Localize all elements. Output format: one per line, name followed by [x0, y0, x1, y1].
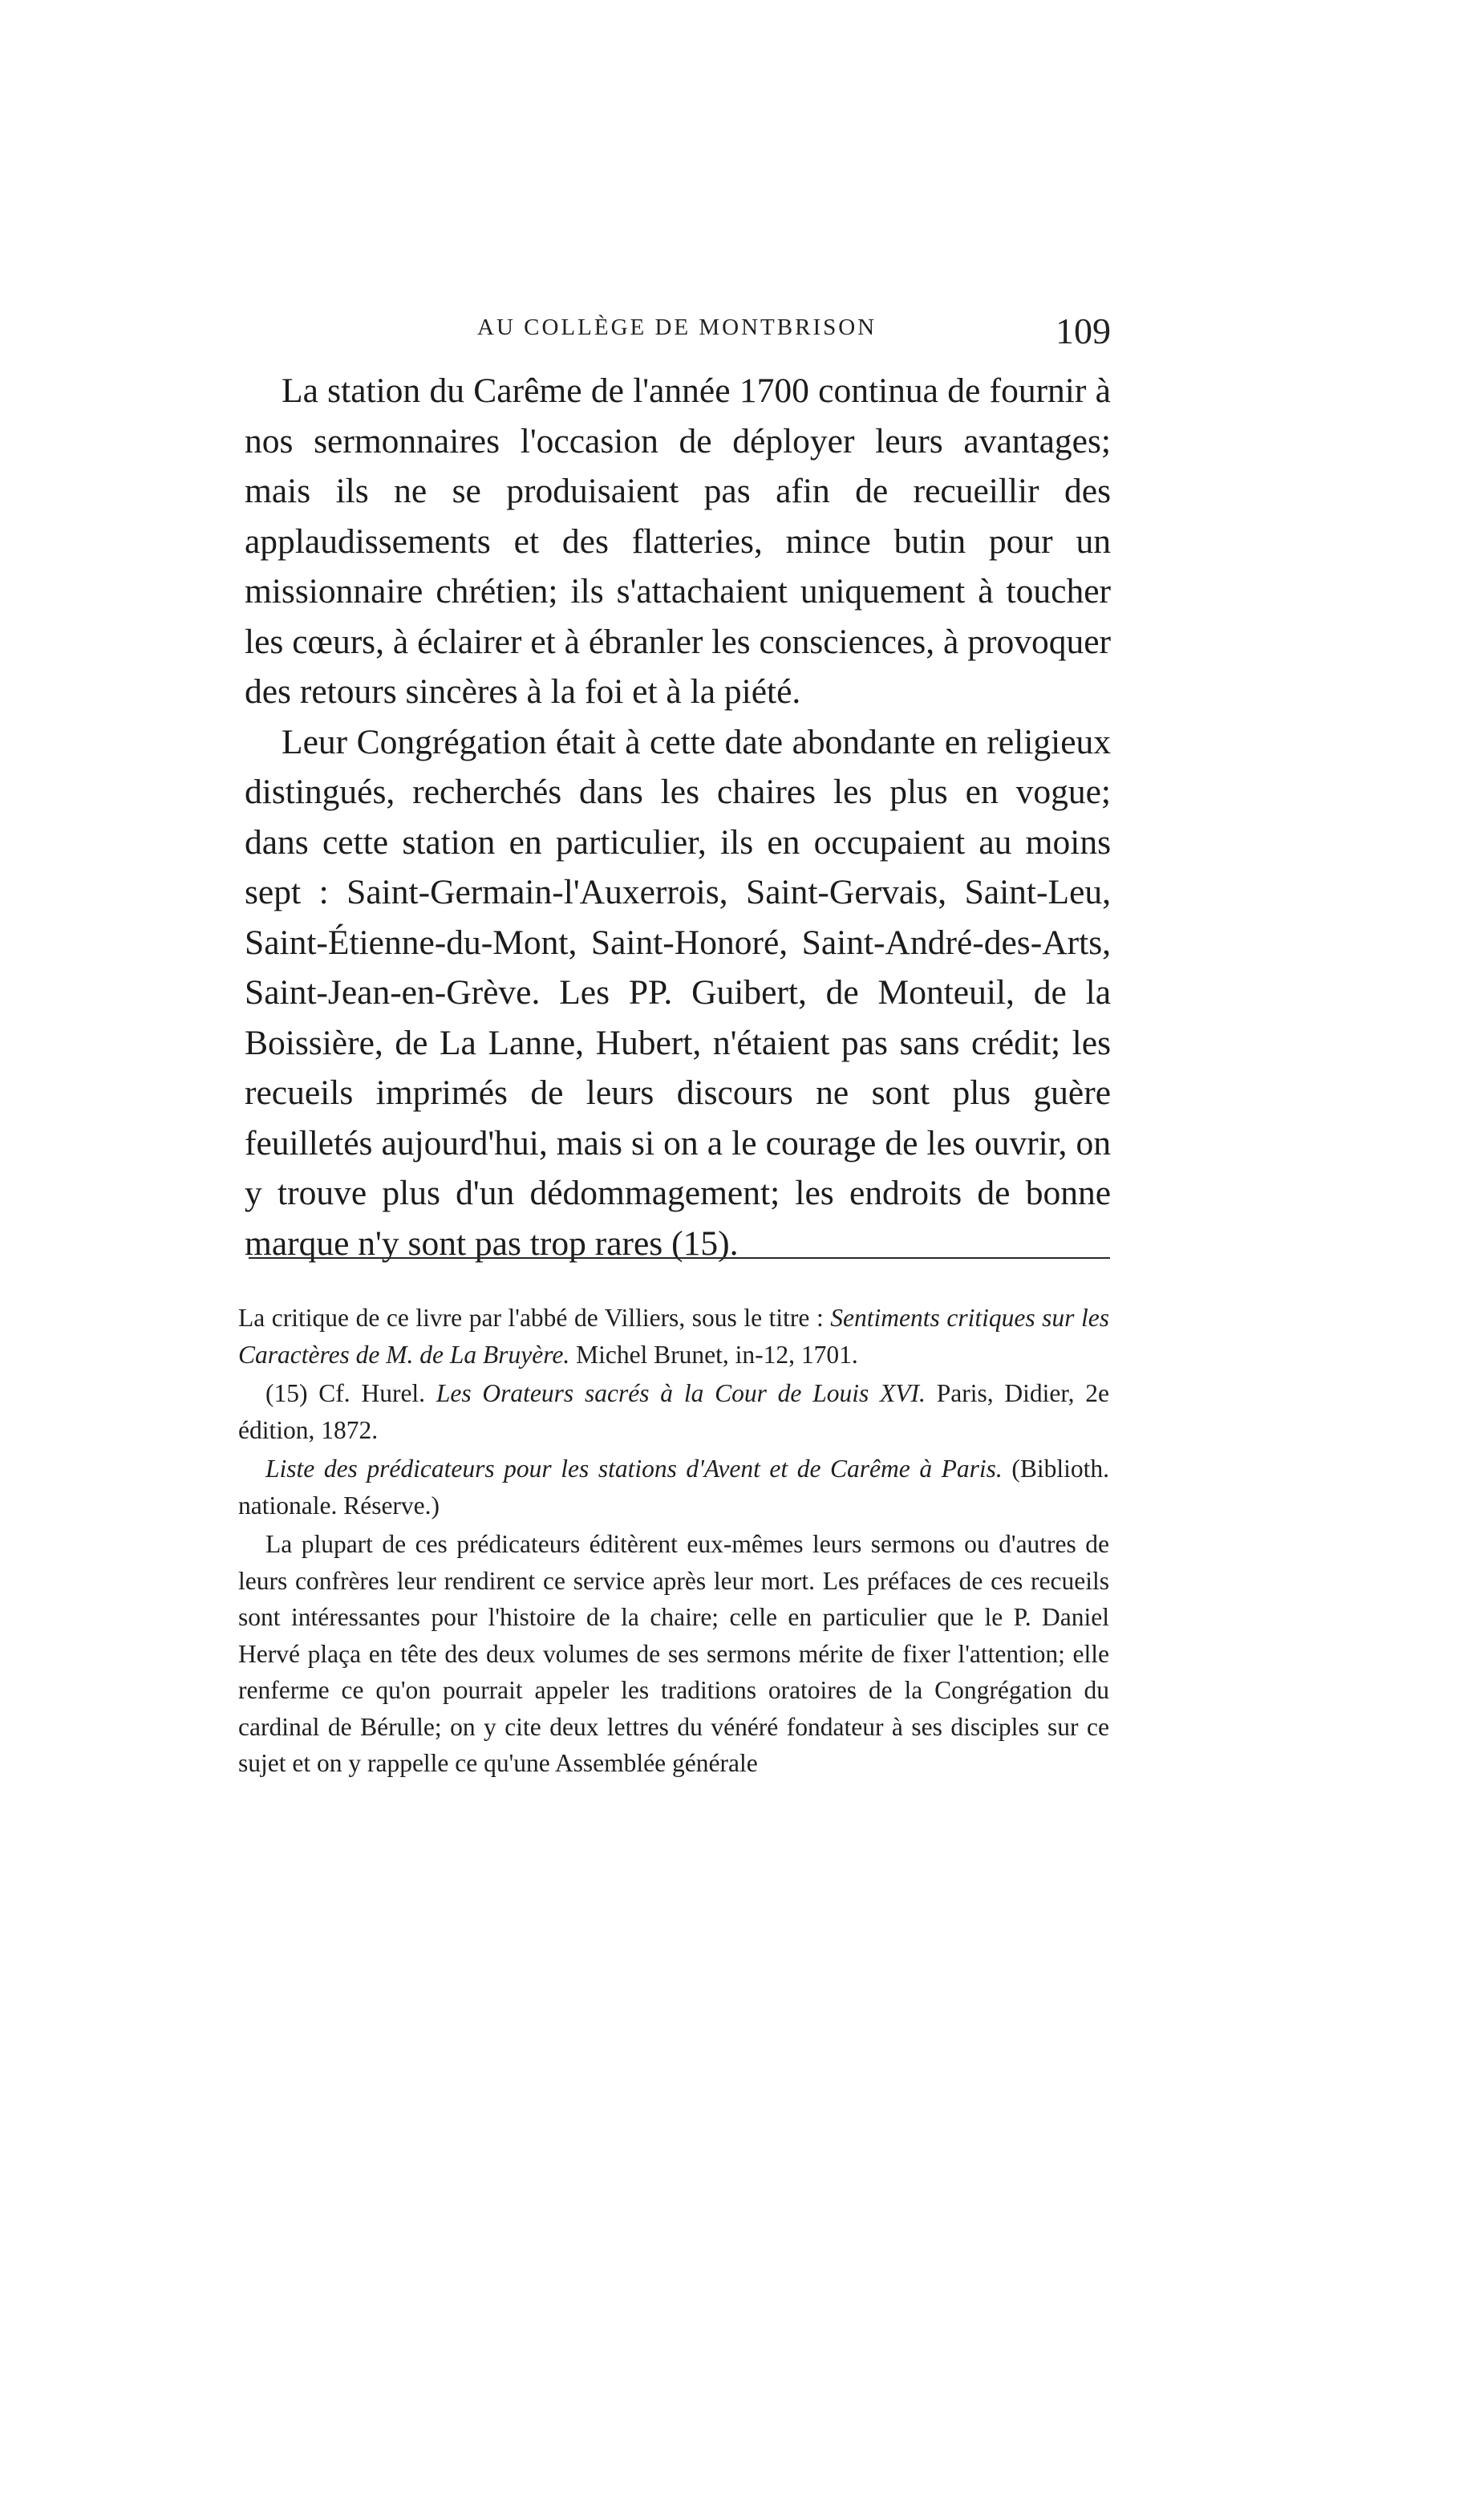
- running-title: AU COLLÈGE DE MONTBRISON: [477, 314, 877, 340]
- footnote-text: (15) Cf. Hurel.: [265, 1379, 436, 1407]
- footnote-text: La critique de ce livre par l'abbé de Villiers, sous le titre :: [238, 1304, 831, 1332]
- body-paragraph: La station du Carême de l'année 1700 continua de fournir à nos sermonnaires l'occasion de déployer leurs avantages; mais ils ne se produisaient pas afin de recueillir des applaudissements et des flatteries, mince butin pour un missionnaire chrétien; ils s'attachaient uniquement à toucher les cœurs, à éclairer et à ébranler les consciences, à provoquer des retours sincères à la foi et à la piété.: [245, 371, 1111, 711]
- footnote: La plupart de ces prédicateurs éditèrent eux-mêmes leurs sermons ou d'autres de leurs confrères leur rendirent ce service après leur mort. Les préfaces de ces recueils sont intéressantes pour l'histoire de la chaire; celle en particulier que le P. Daniel Hervé plaça en tête des deux volumes de ses sermons mérite de fixer l'attention; elle renferme ce qu'on pourrait appeler les traditions oratoires de la Congrégation du cardinal de Bérulle; on y cite deux lettres du vénéré fondateur à ses disciples sur ce sujet et on y rappelle ce qu'une Assemblée générale: [238, 1530, 1109, 1777]
- footnote-text: Paris, Didier, 2e édition, 1872.: [238, 1379, 1109, 1444]
- footnote: [238, 1375, 1109, 1448]
- footnote-rule: [249, 1257, 1110, 1259]
- footnote-title: Sentiments critiques sur les Caractères de M. de La Bruyère.: [238, 1304, 1109, 1369]
- footnote-text: Michel Brunet, in-12, 1701.: [569, 1340, 858, 1369]
- footnotes: [238, 1300, 1109, 1784]
- body-paragraph: Leur Congrégation était à cette date abondante en religieux distingués, recherchés dans les chaires les plus en vogue; dans cette station en particulier, ils en occupaient au moins sept : Saint-Germain-l'Auxerrois, Saint-Gervais, Saint-Leu, Saint-Étienne-du-Mont, Saint-Honoré, Saint-André-des-Arts, Saint-Jean-en-Grève. Les PP. Guibert, de Monteuil, de la Boissière, de La Lanne, Hubert, n'étaient pas sans crédit; les recueils imprimés de leurs discours ne sont plus guère feuilletés aujourd'hui, mais si on a le courage de les ouvrir, on y trouve plus d'un dédommagement; les endroits de bonne marque n'y sont pas trop rares (15).: [245, 722, 1111, 1263]
- footnote-title: Liste des prédicateurs pour les stations d'Avent et de Carême à Paris.: [265, 1455, 1003, 1483]
- running-head: [245, 310, 1111, 358]
- footnote: [238, 1451, 1109, 1524]
- footnote-text: (Biblioth. nationale. Réserve.): [238, 1455, 1109, 1520]
- footnote-title: Les Orateurs sacrés à la Cour de Louis XVI.: [436, 1379, 926, 1407]
- page-number: 109: [1056, 310, 1111, 351]
- body-text: [245, 366, 1111, 1268]
- footnote: [238, 1300, 1109, 1373]
